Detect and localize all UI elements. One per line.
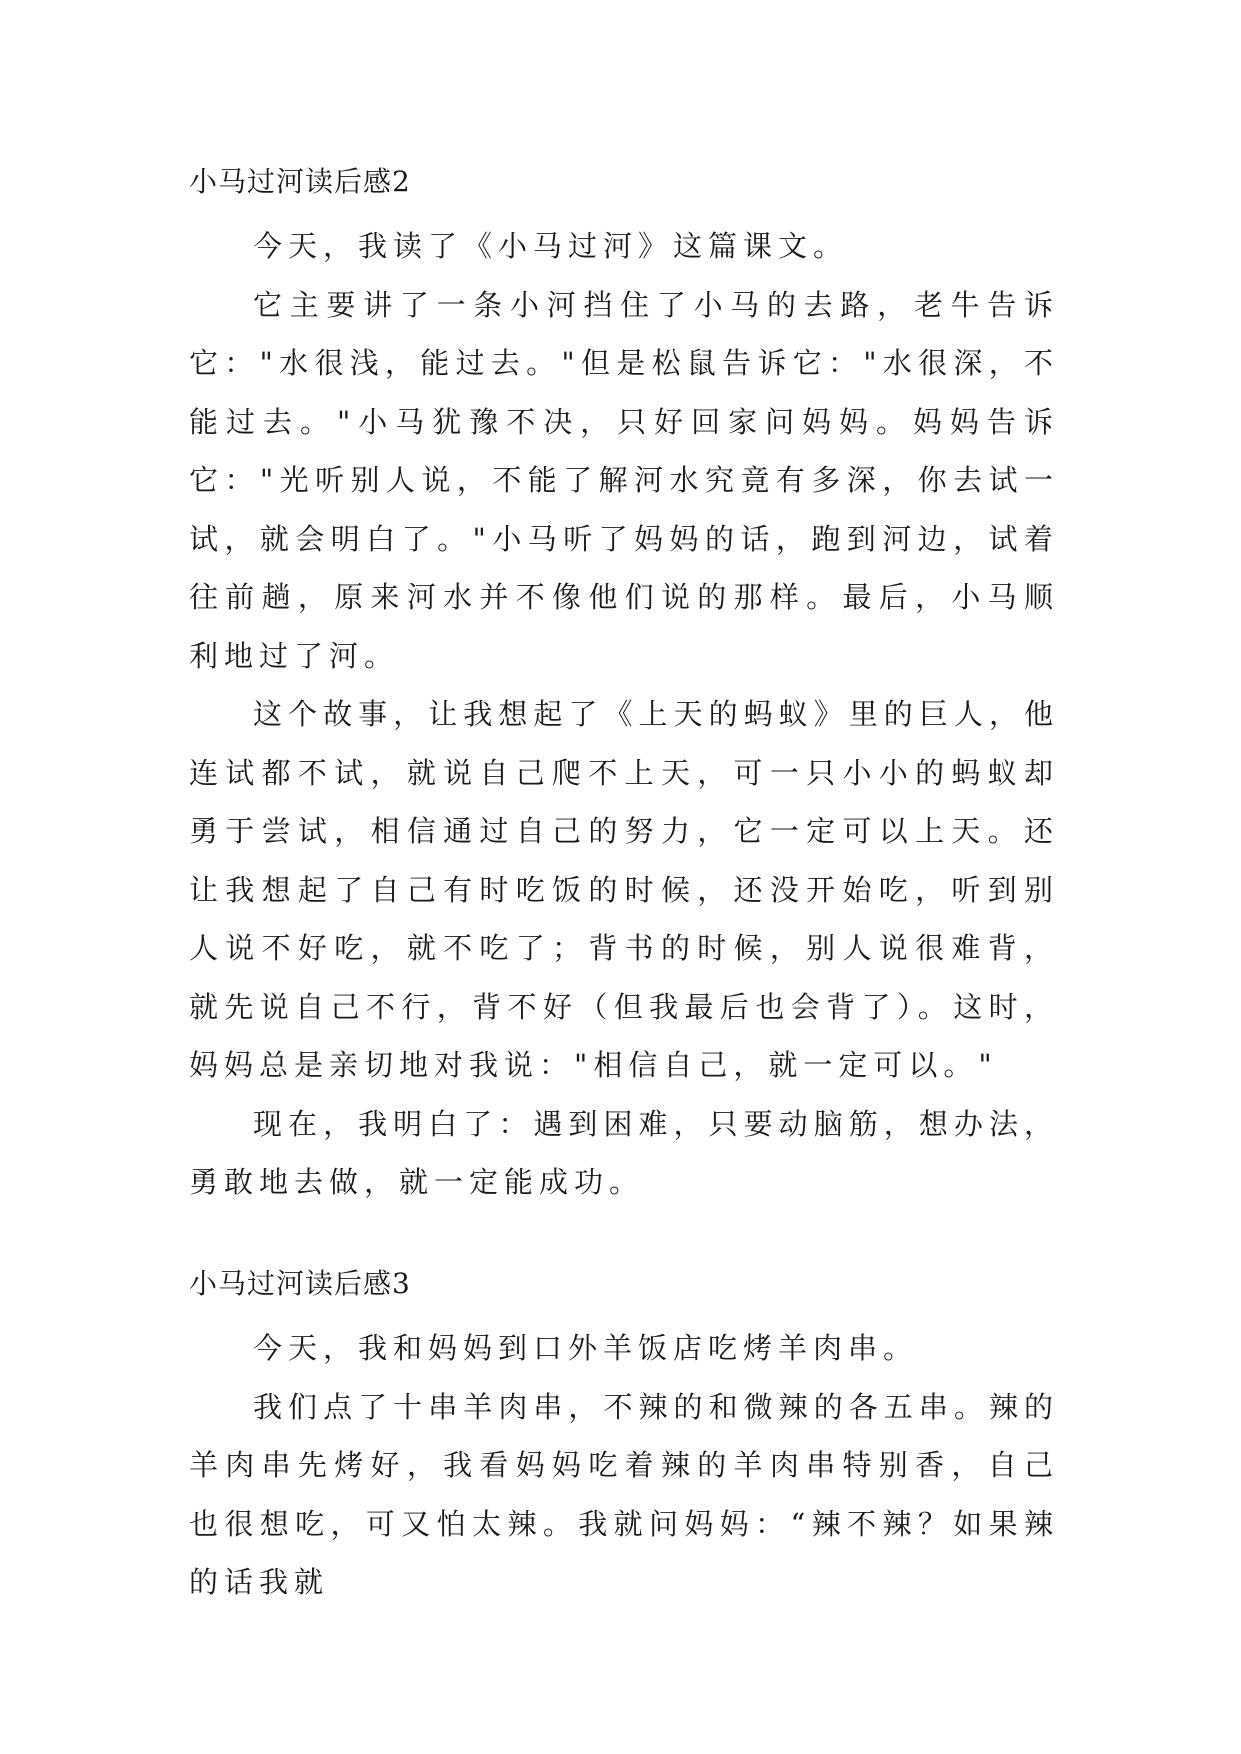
paragraph: 这个故事，让我想起了《上天的蚂蚁》里的巨人，他连试都不试，就说自己爬不上天，可一只小小的蚂蚁却勇于尝试，相信通过自己的努力，它一定可以上天。还让我想起了自己有时吃饭的时候，还没开始吃，听到别人说不好吃，就不吃了；背书的时候，别人说很难背，就先说自己不行，背不好（但我最后也会背了）。这时，妈妈总是亲切地对我说："相信自己，就一定可以。" xyxy=(189,697,1059,1082)
section-heading: 小马过河读后感2 xyxy=(189,165,411,198)
essay-section-3 xyxy=(189,1262,1059,1612)
paragraph: 它主要讲了一条小河挡住了小马的去路，老牛告诉它："水很浅，能过去。"但是松鼠告诉它："水很深，不能过去。"小马犹豫不决，只好回家问妈妈。妈妈告诉它："光听别人说，不能了解河水究竟有多深，你去试一试，就会明白了。"小马听了妈妈的话，跑到河边，试着往前趟，原来河水并不像他们说的那样。最后，小马顺利地过了河。 xyxy=(189,287,1059,673)
section-heading: 小马过河读后感3 xyxy=(189,1267,411,1300)
paragraph: 我们点了十串羊肉串，不辣的和微辣的各五串。辣的羊肉串先烤好，我看妈妈吃着辣的羊肉串特别香，自己也很想吃，可又怕太辣。我就问妈妈：“辣不辣？如果辣的话我就 xyxy=(189,1389,1059,1599)
essay-section-2 xyxy=(189,160,1059,1212)
paragraph: 现在，我明白了：遇到困难，只要动脑筋，想办法，勇敢地去做，就一定能成功。 xyxy=(189,1106,1059,1199)
paragraph: 今天，我和妈妈到口外羊饭店吃烤羊肉串。 xyxy=(253,1331,919,1365)
paragraph: 今天，我读了《小马过河》这篇课文。 xyxy=(253,229,849,263)
